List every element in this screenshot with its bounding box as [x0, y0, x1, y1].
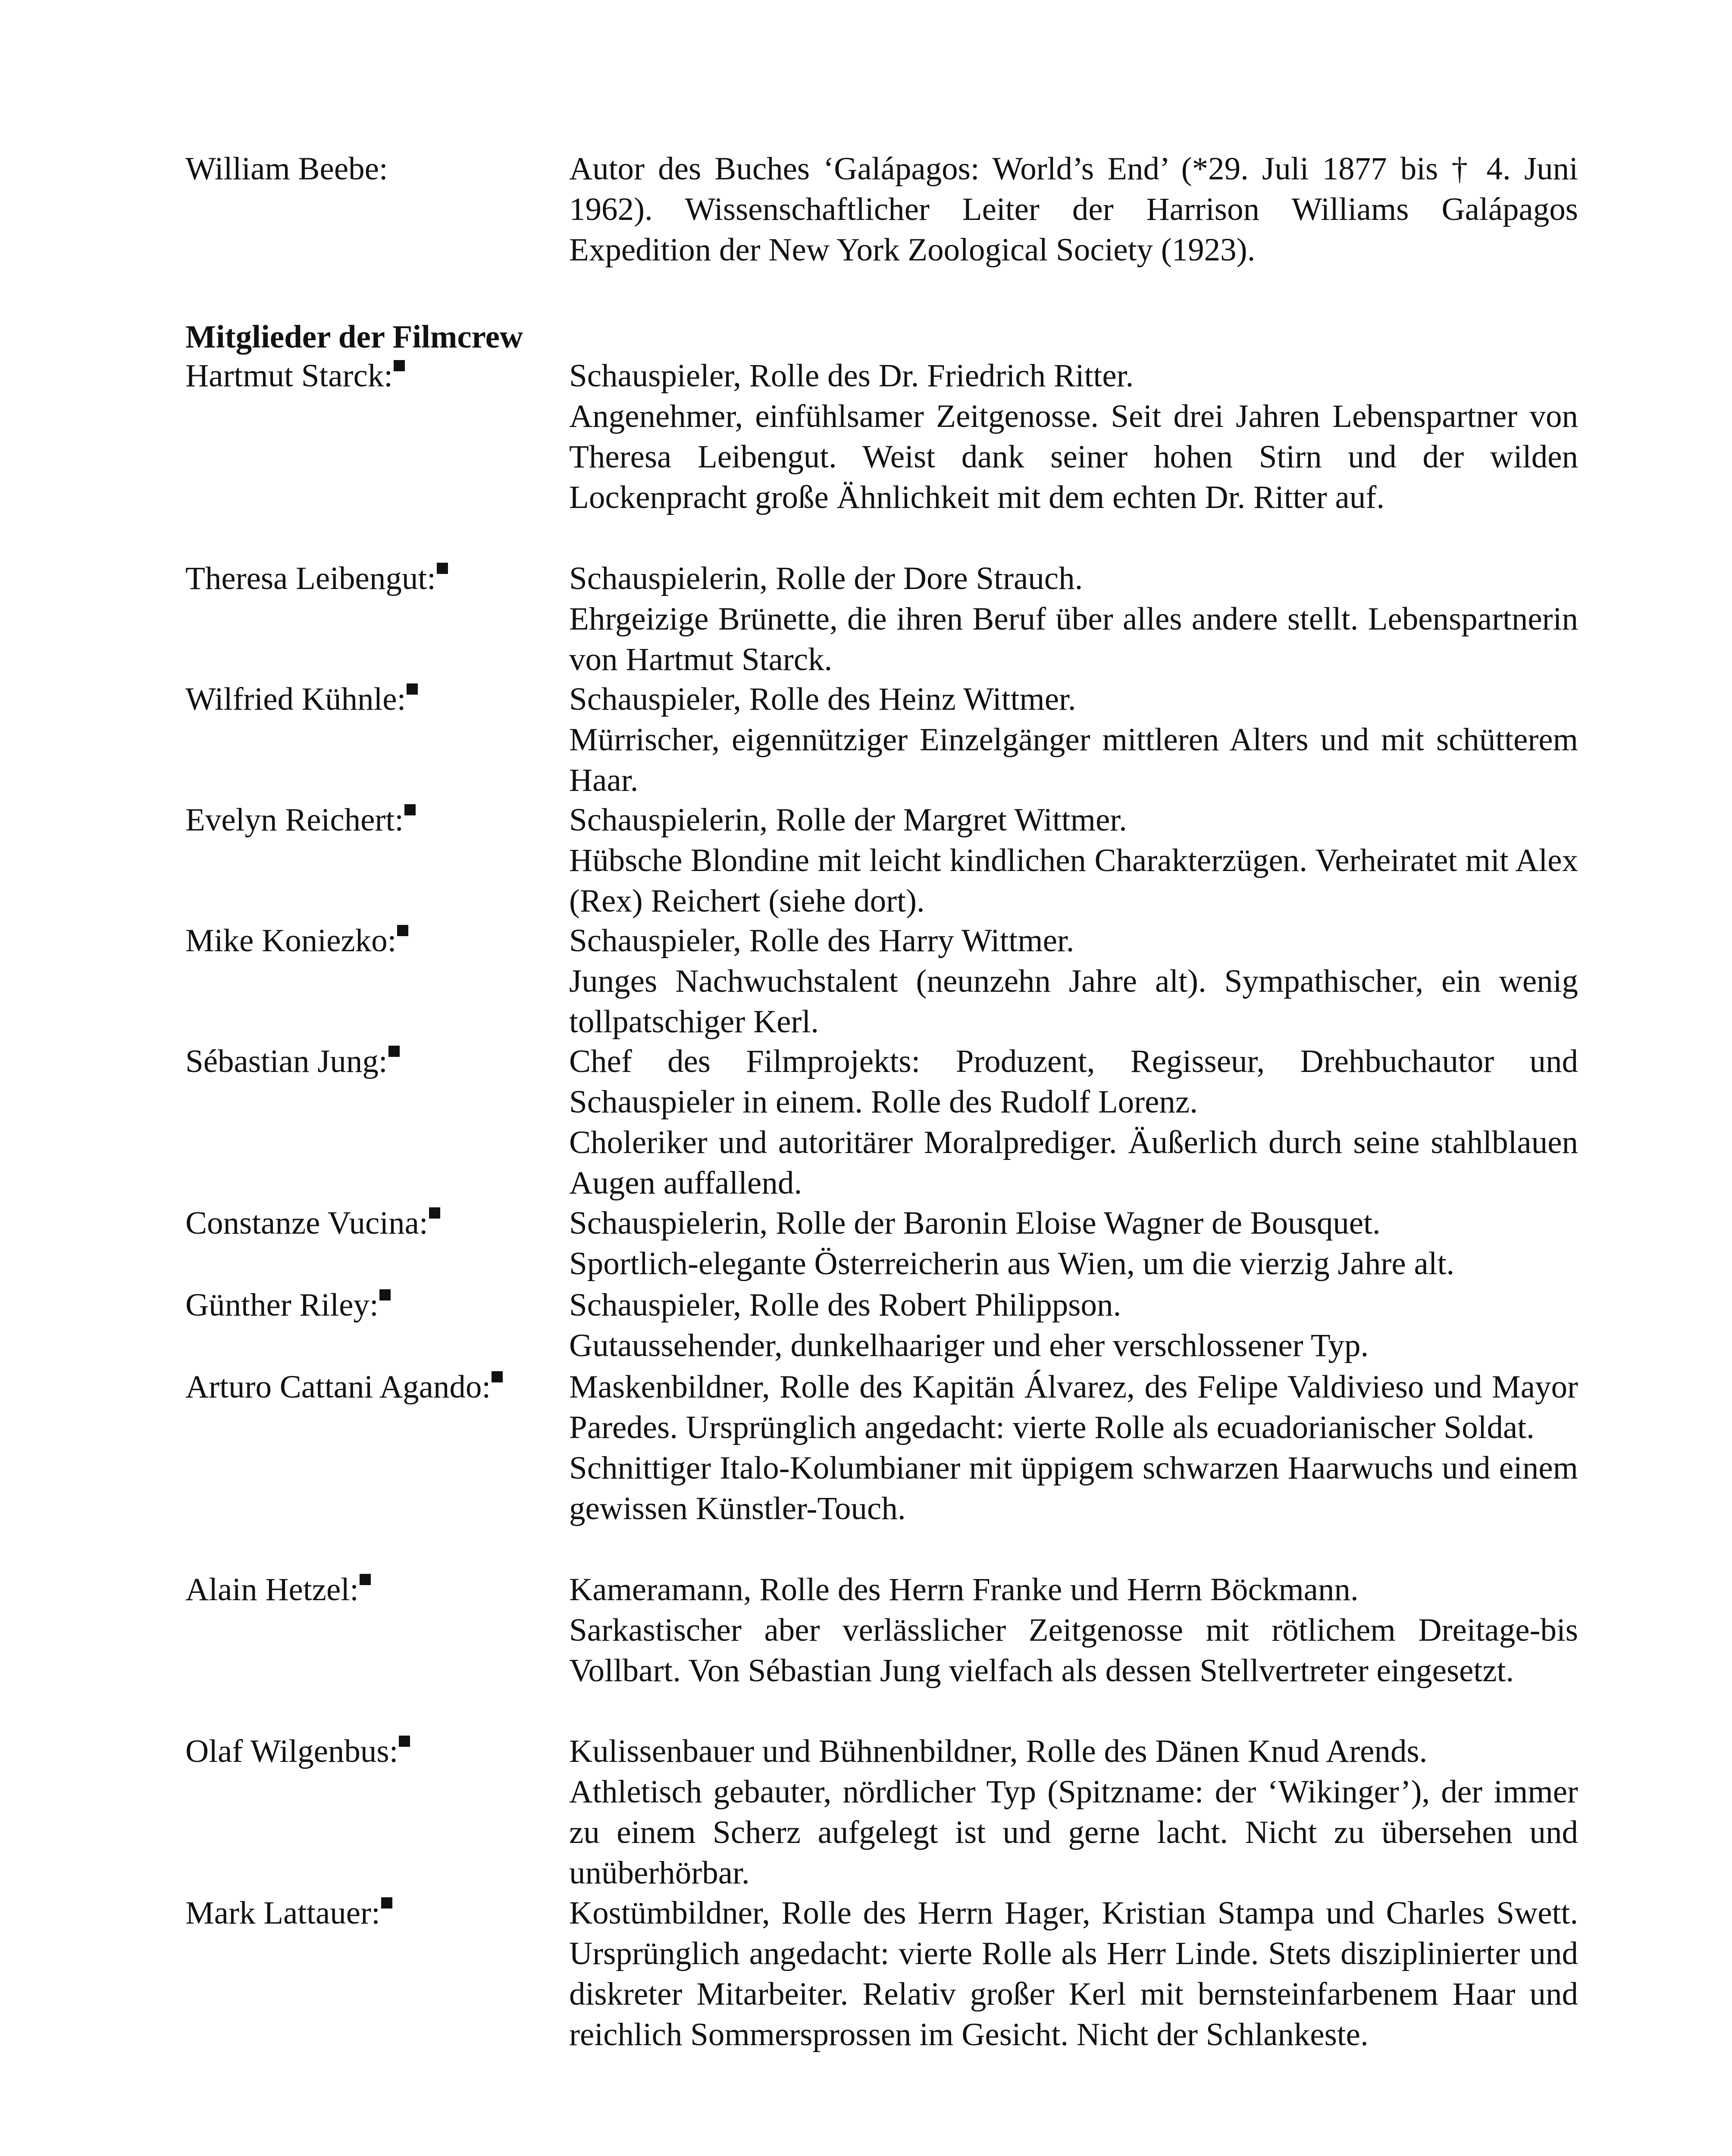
crew-traits: Choleriker und autoritärer Moralprediger. Äußerlich durch seine stahlblauen Augen auffallend. — [569, 1125, 1578, 1201]
entry-text: Autor des Buches ‘Galápagos: World’s End’ (*29. Juli 1877 bis † 4. Juni 1962). Wissenschaftlicher Leiter der Harrison Williams Galápagos Expedition der New York Zoological Society (1923). — [569, 151, 1578, 268]
crew-role: Schauspielerin, Rolle der Dore Strauch. — [569, 561, 1083, 596]
crew-description — [569, 1367, 1578, 1529]
crew-name-text: Evelyn Reichert: — [185, 802, 404, 838]
crew-entry — [185, 356, 1578, 518]
crew-traits: Sarkastischer aber verlässlicher Zeitgenosse mit rötlichem Dreitage-bis Vollbart. Von Sébastian Jung vielfach als dessen Stellvertreter eingesetzt. — [569, 1612, 1578, 1689]
crew-description — [569, 1570, 1578, 1691]
crew-description — [569, 356, 1578, 518]
crew-role: Maskenbildner, Rolle des Kapitän Álvarez, des Felipe Valdivieso und Mayor Paredes. Ursprünglich angedacht: vierte Rolle als ecuadorianischer Soldat. — [569, 1369, 1578, 1445]
crew-entry — [185, 1893, 1578, 2055]
black-square-icon — [388, 1046, 400, 1057]
crew-description — [569, 921, 1578, 1042]
crew-description — [569, 558, 1578, 680]
crew-name — [185, 1285, 565, 1326]
crew-entry — [185, 1570, 1578, 1691]
crew-entry — [185, 558, 1578, 680]
section-heading: Mitglieder der Filmcrew — [185, 319, 523, 355]
crew-name — [185, 356, 565, 396]
crew-traits: Gutaussehender, dunkelhaariger und eher verschlossener Typ. — [569, 1328, 1369, 1363]
crew-role: Schauspieler, Rolle des Harry Wittmer. — [569, 923, 1074, 959]
crew-name — [185, 1893, 565, 1934]
crew-description — [569, 1285, 1578, 1366]
crew-name-text: Wilfried Kühnle: — [185, 681, 406, 717]
crew-traits: Hübsche Blondine mit leicht kindlichen Charakterzügen. Verheiratet mit Alex (Rex) Reichert (siehe dort). — [569, 843, 1578, 919]
crew-role: Schauspielerin, Rolle der Margret Wittmer. — [569, 802, 1127, 838]
crew-entry — [185, 800, 1578, 921]
crew-entry — [185, 679, 1578, 801]
crew-role: Chef des Filmprojekts: Produzent, Regisseur, Drehbuchautor und Schauspieler in einem. Rolle des Rudolf Lorenz. — [569, 1044, 1578, 1120]
crew-description — [569, 679, 1578, 801]
crew-name-text: Sébastian Jung: — [185, 1044, 388, 1079]
black-square-icon — [399, 1736, 410, 1747]
crew-entry — [185, 1203, 1578, 1284]
crew-entry — [185, 1731, 1578, 1893]
crew-name — [185, 1731, 565, 1772]
crew-name — [185, 1041, 565, 1082]
crew-role: Schauspieler, Rolle des Dr. Friedrich Ritter. — [569, 358, 1134, 394]
black-square-icon — [404, 804, 416, 815]
entry-name: William Beebe: — [185, 151, 388, 187]
crew-traits: Schnittiger Italo-Kolumbianer mit üppigem schwarzen Haarwuchs und einem gewissen Künstler-Touch. — [569, 1450, 1578, 1526]
black-square-icon — [407, 683, 418, 695]
crew-entry — [185, 1041, 1578, 1203]
crew-traits: Sportlich-elegante Österreicherin aus Wien, um die vierzig Jahre alt. — [569, 1246, 1455, 1282]
crew-entry — [185, 921, 1578, 1042]
black-square-icon — [381, 1897, 392, 1908]
crew-name-text: Günther Riley: — [185, 1287, 379, 1323]
crew-name-text: Constanze Vucina: — [185, 1205, 428, 1241]
crew-description — [569, 800, 1578, 921]
crew-description — [569, 1731, 1578, 1893]
crew-role: Schauspielerin, Rolle der Baronin Eloise Wagner de Bousquet. — [569, 1205, 1381, 1241]
crew-role: Kulissenbauer und Bühnenbildner, Rolle des Dänen Knud Arends. — [569, 1733, 1428, 1769]
black-square-icon — [492, 1371, 503, 1382]
entry-william-beebe — [185, 149, 1578, 270]
crew-name — [185, 1203, 565, 1244]
crew-name — [185, 558, 565, 599]
crew-name — [185, 1570, 565, 1610]
crew-traits: Athletisch gebauter, nördlicher Typ (Spitzname: der ‘Wikinger’), der immer zu einem Scherz aufgelegt ist und gerne lacht. Nicht zu übersehen und unüberhörbar. — [569, 1774, 1578, 1891]
crew-name — [185, 1367, 565, 1407]
black-square-icon — [429, 1207, 440, 1219]
black-square-icon — [397, 925, 408, 936]
crew-role: Kostümbildner, Rolle des Herrn Hager, Kristian Stampa und Charles Swett. Ursprünglich angedacht: vierte Rolle als Herr Linde. Stets disziplinierter und diskreter Mitarbeiter. Relativ großer Kerl mit bernsteinfarbenem Haar und reichlich Sommersprossen im Gesicht. Nicht der Schlankeste. — [569, 1895, 1578, 2053]
crew-name — [185, 679, 565, 720]
crew-role: Kameramann, Rolle des Herrn Franke und Herrn Böckmann. — [569, 1572, 1359, 1608]
crew-description — [569, 1203, 1578, 1284]
crew-name — [185, 921, 565, 961]
crew-description — [569, 1041, 1578, 1203]
crew-traits: Mürrischer, eigennütziger Einzelgänger mittleren Alters und mit schütterem Haar. — [569, 722, 1578, 798]
crew-entry — [185, 1367, 1578, 1529]
black-square-icon — [379, 1289, 391, 1300]
crew-traits: Angenehmer, einfühlsamer Zeitgenosse. Seit drei Jahren Lebenspartner von Theresa Leibengut. Weist dank seiner hohen Stirn und der wilden Lockenpracht große Ähnlichkeit mit dem echten Dr. Ritter auf. — [569, 398, 1578, 515]
crew-traits: Ehrgeizige Brünette, die ihren Beruf über alles andere stellt. Lebenspartnerin von Hartmut Starck. — [569, 601, 1578, 677]
black-square-icon — [360, 1574, 371, 1585]
crew-name-text: Arturo Cattani Agando: — [185, 1369, 491, 1405]
crew-entry — [185, 1285, 1578, 1366]
crew-name-text: Alain Hetzel: — [185, 1572, 359, 1608]
crew-name-text: Mike Koniezko: — [185, 923, 397, 959]
crew-name-text: Theresa Leibengut: — [185, 561, 436, 596]
entry-description — [569, 149, 1578, 270]
crew-traits: Junges Nachwuchstalent (neunzehn Jahre alt). Sympathischer, ein wenig tollpatschiger Kerl. — [569, 963, 1578, 1040]
crew-name-text: Hartmut Starck: — [185, 358, 393, 394]
crew-role: Schauspieler, Rolle des Heinz Wittmer. — [569, 681, 1076, 717]
black-square-icon — [437, 563, 448, 574]
crew-name-text: Mark Lattauer: — [185, 1895, 380, 1931]
crew-description — [569, 1893, 1578, 2055]
crew-name-text: Olaf Wilgenbus: — [185, 1733, 398, 1769]
crew-name — [185, 800, 565, 840]
crew-role: Schauspieler, Rolle des Robert Philippson. — [569, 1287, 1121, 1323]
black-square-icon — [394, 360, 405, 371]
